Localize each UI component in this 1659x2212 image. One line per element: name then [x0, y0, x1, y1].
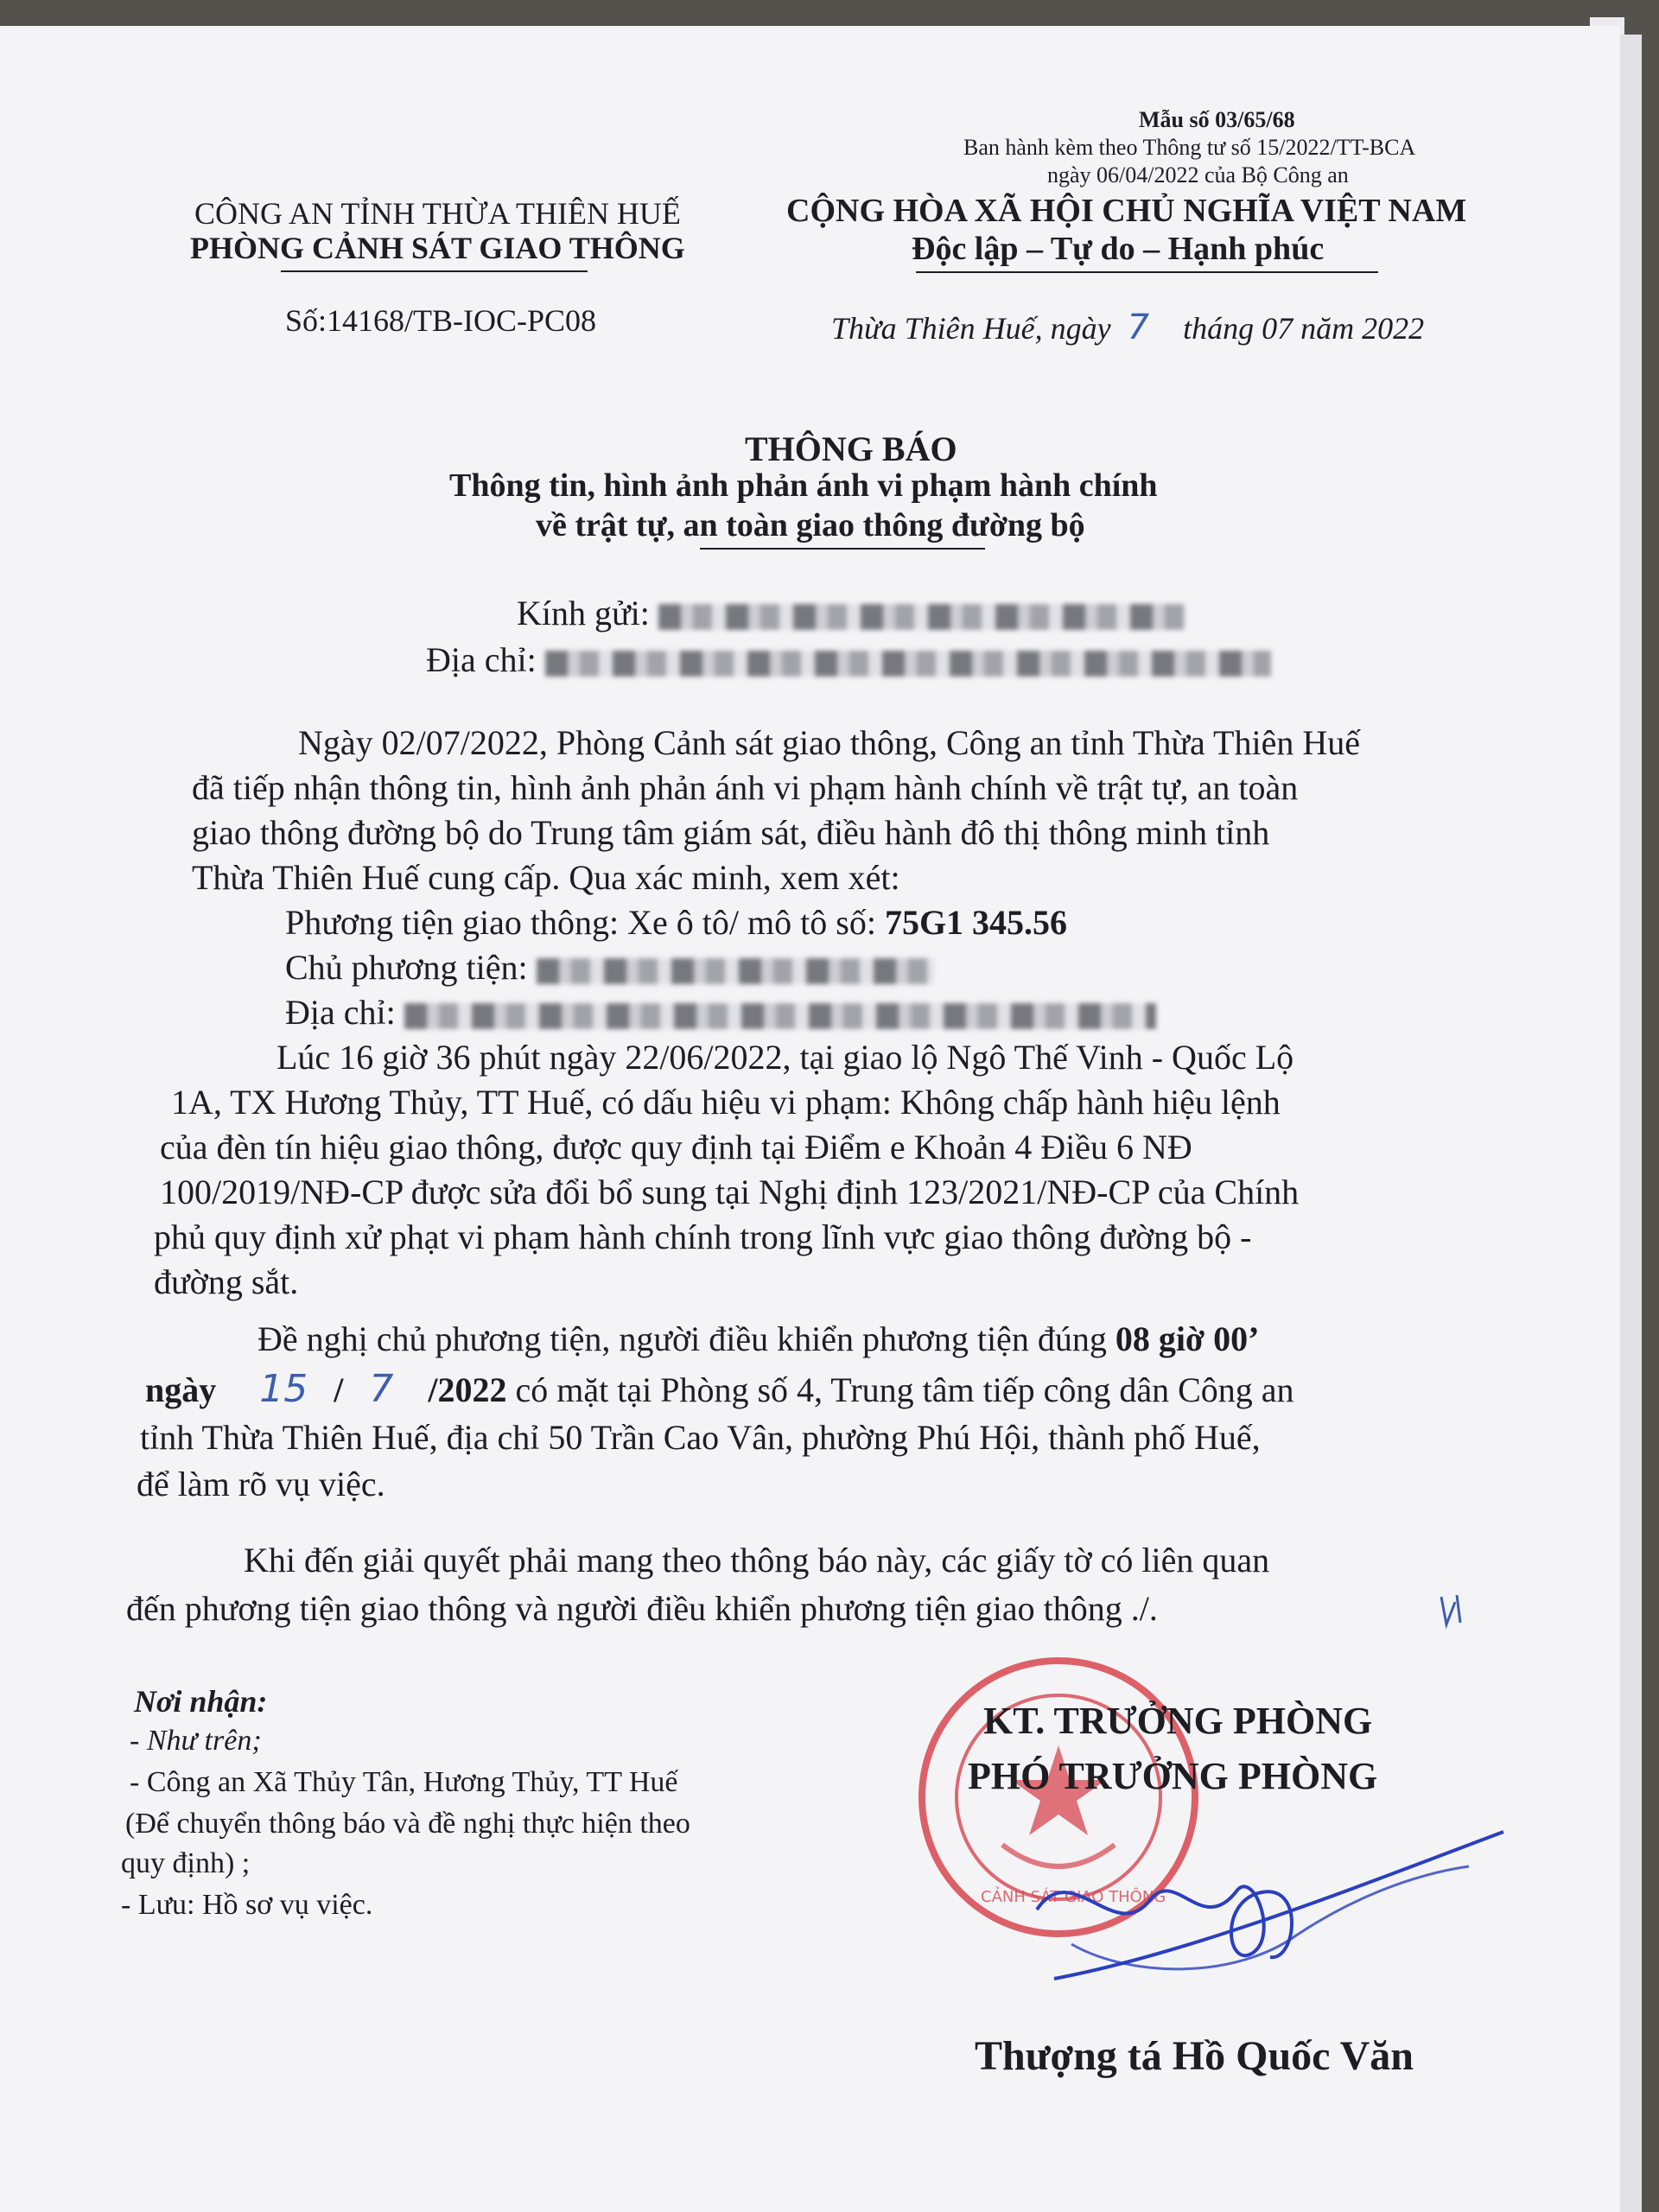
- appointment-line: [257, 1319, 1259, 1359]
- owner-line: [285, 947, 934, 988]
- appointment-time: 08 giờ 00’: [1115, 1319, 1260, 1358]
- vehicle-line: [285, 902, 1067, 943]
- recipient-line: [517, 593, 1185, 633]
- owner-address-label: Địa chỉ:: [285, 993, 396, 1032]
- redacted-recipient-address: [545, 651, 1271, 677]
- date-suffix: tháng 07 năm 2022: [1183, 311, 1425, 346]
- signature-role-1: KT. TRƯỞNG PHÒNG: [983, 1700, 1373, 1742]
- appointment-place: có mặt tại Phòng số 4, Trung tâm tiếp công dân Công an: [515, 1370, 1294, 1409]
- recipient-address-label: Địa chỉ:: [426, 640, 537, 679]
- title-underline: [700, 548, 985, 550]
- agency-parent: CÔNG AN TỈNH THỪA THIÊN HUẾ: [194, 196, 681, 231]
- form-number: Mẫu số 03/65/68: [1139, 107, 1295, 132]
- date-line: [831, 308, 1424, 347]
- body-line: đã tiếp nhận thông tin, hình ảnh phản ánh vi phạm hành chính về trật tự, an toàn: [192, 768, 1299, 807]
- handwritten-signature: [1020, 1806, 1521, 2018]
- recipient-label: Kính gửi:: [517, 594, 650, 632]
- form-issued-with: Ban hành kèm theo Thông tư số 15/2022/TT-BCA: [963, 135, 1416, 160]
- vehicle-label: Phương tiện giao thông: Xe ô tô/ mô tô số:: [285, 903, 876, 942]
- redacted-owner-name: [537, 958, 934, 984]
- motto-underline: [916, 271, 1378, 273]
- redacted-owner-address: [404, 1003, 1156, 1029]
- form-issued-date: ngày 06/04/2022 của Bộ Công an: [1047, 162, 1349, 188]
- body-line: giao thông đường bộ do Trung tâm giám sát, điều hành đô thị thông minh tỉnh: [192, 813, 1270, 852]
- recipients-line: - Công an Xã Thủy Tân, Hương Thủy, TT Huế: [130, 1766, 678, 1798]
- handwritten-appointment-month: 7: [369, 1367, 394, 1411]
- document-number: Số:14168/TB-IOC-PC08: [285, 303, 597, 338]
- country-name: CỘNG HÒA XÃ HỘI CHỦ NGHĨA VIỆT NAM: [786, 193, 1467, 229]
- signer-name: Thượng tá Hồ Quốc Văn: [975, 2033, 1414, 2079]
- handwritten-appointment-day: 15: [259, 1367, 308, 1411]
- document-page: [0, 26, 1620, 2212]
- recipient-address-line: [426, 639, 1271, 680]
- notice-subtitle-2: về trật tự, an toàn giao thông đường bộ: [536, 507, 1085, 543]
- body-line: Khi đến giải quyết phải mang theo thông báo này, các giấy tờ có liên quan: [244, 1541, 1270, 1580]
- body-line: đường sắt.: [154, 1262, 299, 1301]
- appointment-date-line: [145, 1367, 1294, 1411]
- body-line: để làm rõ vụ việc.: [137, 1465, 385, 1503]
- recipients-line: - Như trên;: [130, 1725, 262, 1757]
- body-line: Lúc 16 giờ 36 phút ngày 22/06/2022, tại giao lộ Ngô Thế Vinh - Quốc Lộ: [276, 1038, 1294, 1077]
- recipients-line: quy định) ;: [121, 1847, 251, 1879]
- recipients-line: (Để chuyển thông báo và đề nghị thực hiện theo: [125, 1808, 690, 1840]
- agency-department: PHÒNG CẢNH SÁT GIAO THÔNG: [190, 231, 685, 265]
- handwritten-initial-mark: [1434, 1590, 1478, 1637]
- national-motto: Độc lập – Tự do – Hạnh phúc: [912, 231, 1325, 267]
- appointment-text: Đề nghị chủ phương tiện, người điều khiển phương tiện đúng: [257, 1319, 1107, 1358]
- body-line: 1A, TX Hương Thủy, TT Huế, có dấu hiệu vi phạm: Không chấp hành hiệu lệnh: [171, 1083, 1281, 1122]
- body-line: Ngày 02/07/2022, Phòng Cảnh sát giao thông, Công an tỉnh Thừa Thiên Huế: [298, 723, 1360, 762]
- body-line: đến phương tiện giao thông và người điều khiển phương tiện giao thông ./.: [126, 1589, 1158, 1628]
- recipients-line: - Lưu: Hồ sơ vụ việc.: [121, 1889, 373, 1921]
- recipients-heading: Nơi nhận:: [134, 1684, 268, 1719]
- body-line: 100/2019/NĐ-CP được sửa đổi bổ sung tại Nghị định 123/2021/NĐ-CP của Chính: [160, 1173, 1300, 1211]
- owner-address-line: [285, 992, 1156, 1033]
- body-line: Thừa Thiên Huế cung cấp. Qua xác minh, xem xét:: [192, 858, 900, 897]
- vehicle-plate: 75G1 345.56: [884, 903, 1068, 942]
- date-prefix: Thừa Thiên Huế, ngày: [831, 311, 1111, 346]
- body-line: tỉnh Thừa Thiên Huế, địa chỉ 50 Trần Cao Vân, phường Phú Hội, thành phố Huế,: [140, 1418, 1261, 1457]
- body-line: của đèn tín hiệu giao thông, được quy định tại Điểm e Khoản 4 Điều 6 NĐ: [160, 1128, 1192, 1166]
- appointment-day-label: ngày: [145, 1370, 217, 1409]
- owner-label: Chủ phương tiện:: [285, 948, 528, 987]
- notice-title: THÔNG BÁO: [745, 429, 957, 468]
- stamp-text: CẢNH SÁT GIAO THÔNG: [981, 1888, 1166, 1906]
- signature-role-2: PHÓ TRƯỞNG PHÒNG: [968, 1755, 1378, 1797]
- redacted-recipient-name: [658, 604, 1185, 630]
- notice-subtitle-1: Thông tin, hình ảnh phản ánh vi phạm hành chính: [449, 467, 1158, 504]
- body-line: phủ quy định xử phạt vi phạm hành chính trong lĩnh vực giao thông đường bộ -: [154, 1217, 1252, 1256]
- agency-underline: [281, 270, 588, 272]
- appointment-year: /2022: [428, 1370, 507, 1409]
- appointment-slash: /: [334, 1370, 344, 1409]
- handwritten-day: 7: [1127, 308, 1150, 347]
